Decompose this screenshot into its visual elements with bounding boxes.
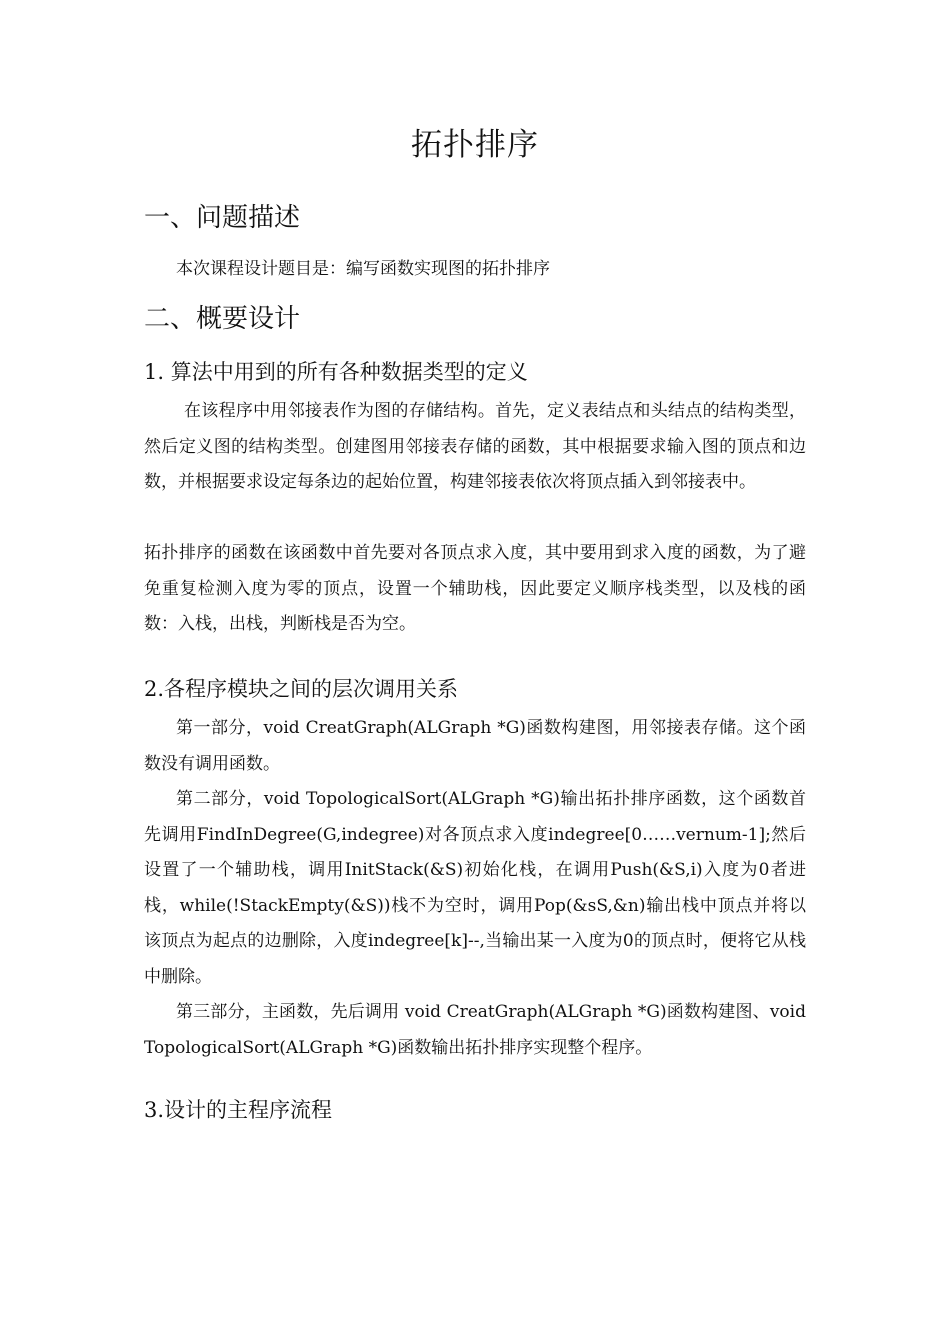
subsection-heading-call-hierarchy: 2.各程序模块之间的层次调用关系	[144, 677, 459, 701]
document-title: 拓扑排序	[411, 127, 539, 163]
subsection-heading-main-flow: 3.设计的主程序流程	[144, 1098, 333, 1122]
call-hierarchy-paragraph-2: 第二部分，void TopologicalSort(ALGraph *G)输出拓扑排序函数，这个函数首先调用FindInDegree(G,indegree)对各顶点求入度indegree[0……vernum-1];然后设置了一个辅助栈，调用InitStack(&S)初始化栈，在调用Push(&S,i)入度为0者进栈，while(!StackEmpty(&S))栈不为空时，调用Pop(&sS,&n)输出栈中顶点并将以该顶点为起点的边删除，入度indegree[k]--,当输出某一入度为0的顶点时，便将它从栈中删除。	[144, 789, 806, 987]
problem-description-text: 本次课程设计题目是：编写函数实现图的拓扑排序	[176, 259, 550, 279]
subsection-heading-data-types: 1. 算法中用到的所有各种数据类型的定义	[144, 360, 528, 384]
section-heading-problem: 一、问题描述	[144, 203, 301, 233]
data-types-paragraph-1: 在该程序中用邻接表作为图的存储结构。首先，定义表结点和头结点的结构类型，然后定义图的结构类型。创建图用邻接表存储的函数，其中根据要求输入图的顶点和边数，并根据要求设定每条边的起始位置，构建邻接表依次将顶点插入到邻接表中。	[144, 401, 806, 492]
call-hierarchy-paragraph-3: 第三部分，主函数，先后调用 void CreatGraph(ALGraph *G)函数构建图、void TopologicalSort(ALGraph *G)函数输出拓扑排序实现整个程序。	[144, 1002, 806, 1058]
section-heading-overview: 二、概要设计	[144, 304, 301, 334]
data-types-paragraph-2: 拓扑排序的函数在该函数中首先要对各顶点求入度，其中要用到求入度的函数，为了避免重复检测入度为零的顶点，设置一个辅助栈，因此要定义顺序栈类型，以及栈的函数：入栈，出栈，判断栈是否为空。	[144, 543, 806, 634]
call-hierarchy-paragraph-1: 第一部分，void CreatGraph(ALGraph *G)函数构建图，用邻接表存储。这个函数没有调用函数。	[144, 718, 806, 774]
